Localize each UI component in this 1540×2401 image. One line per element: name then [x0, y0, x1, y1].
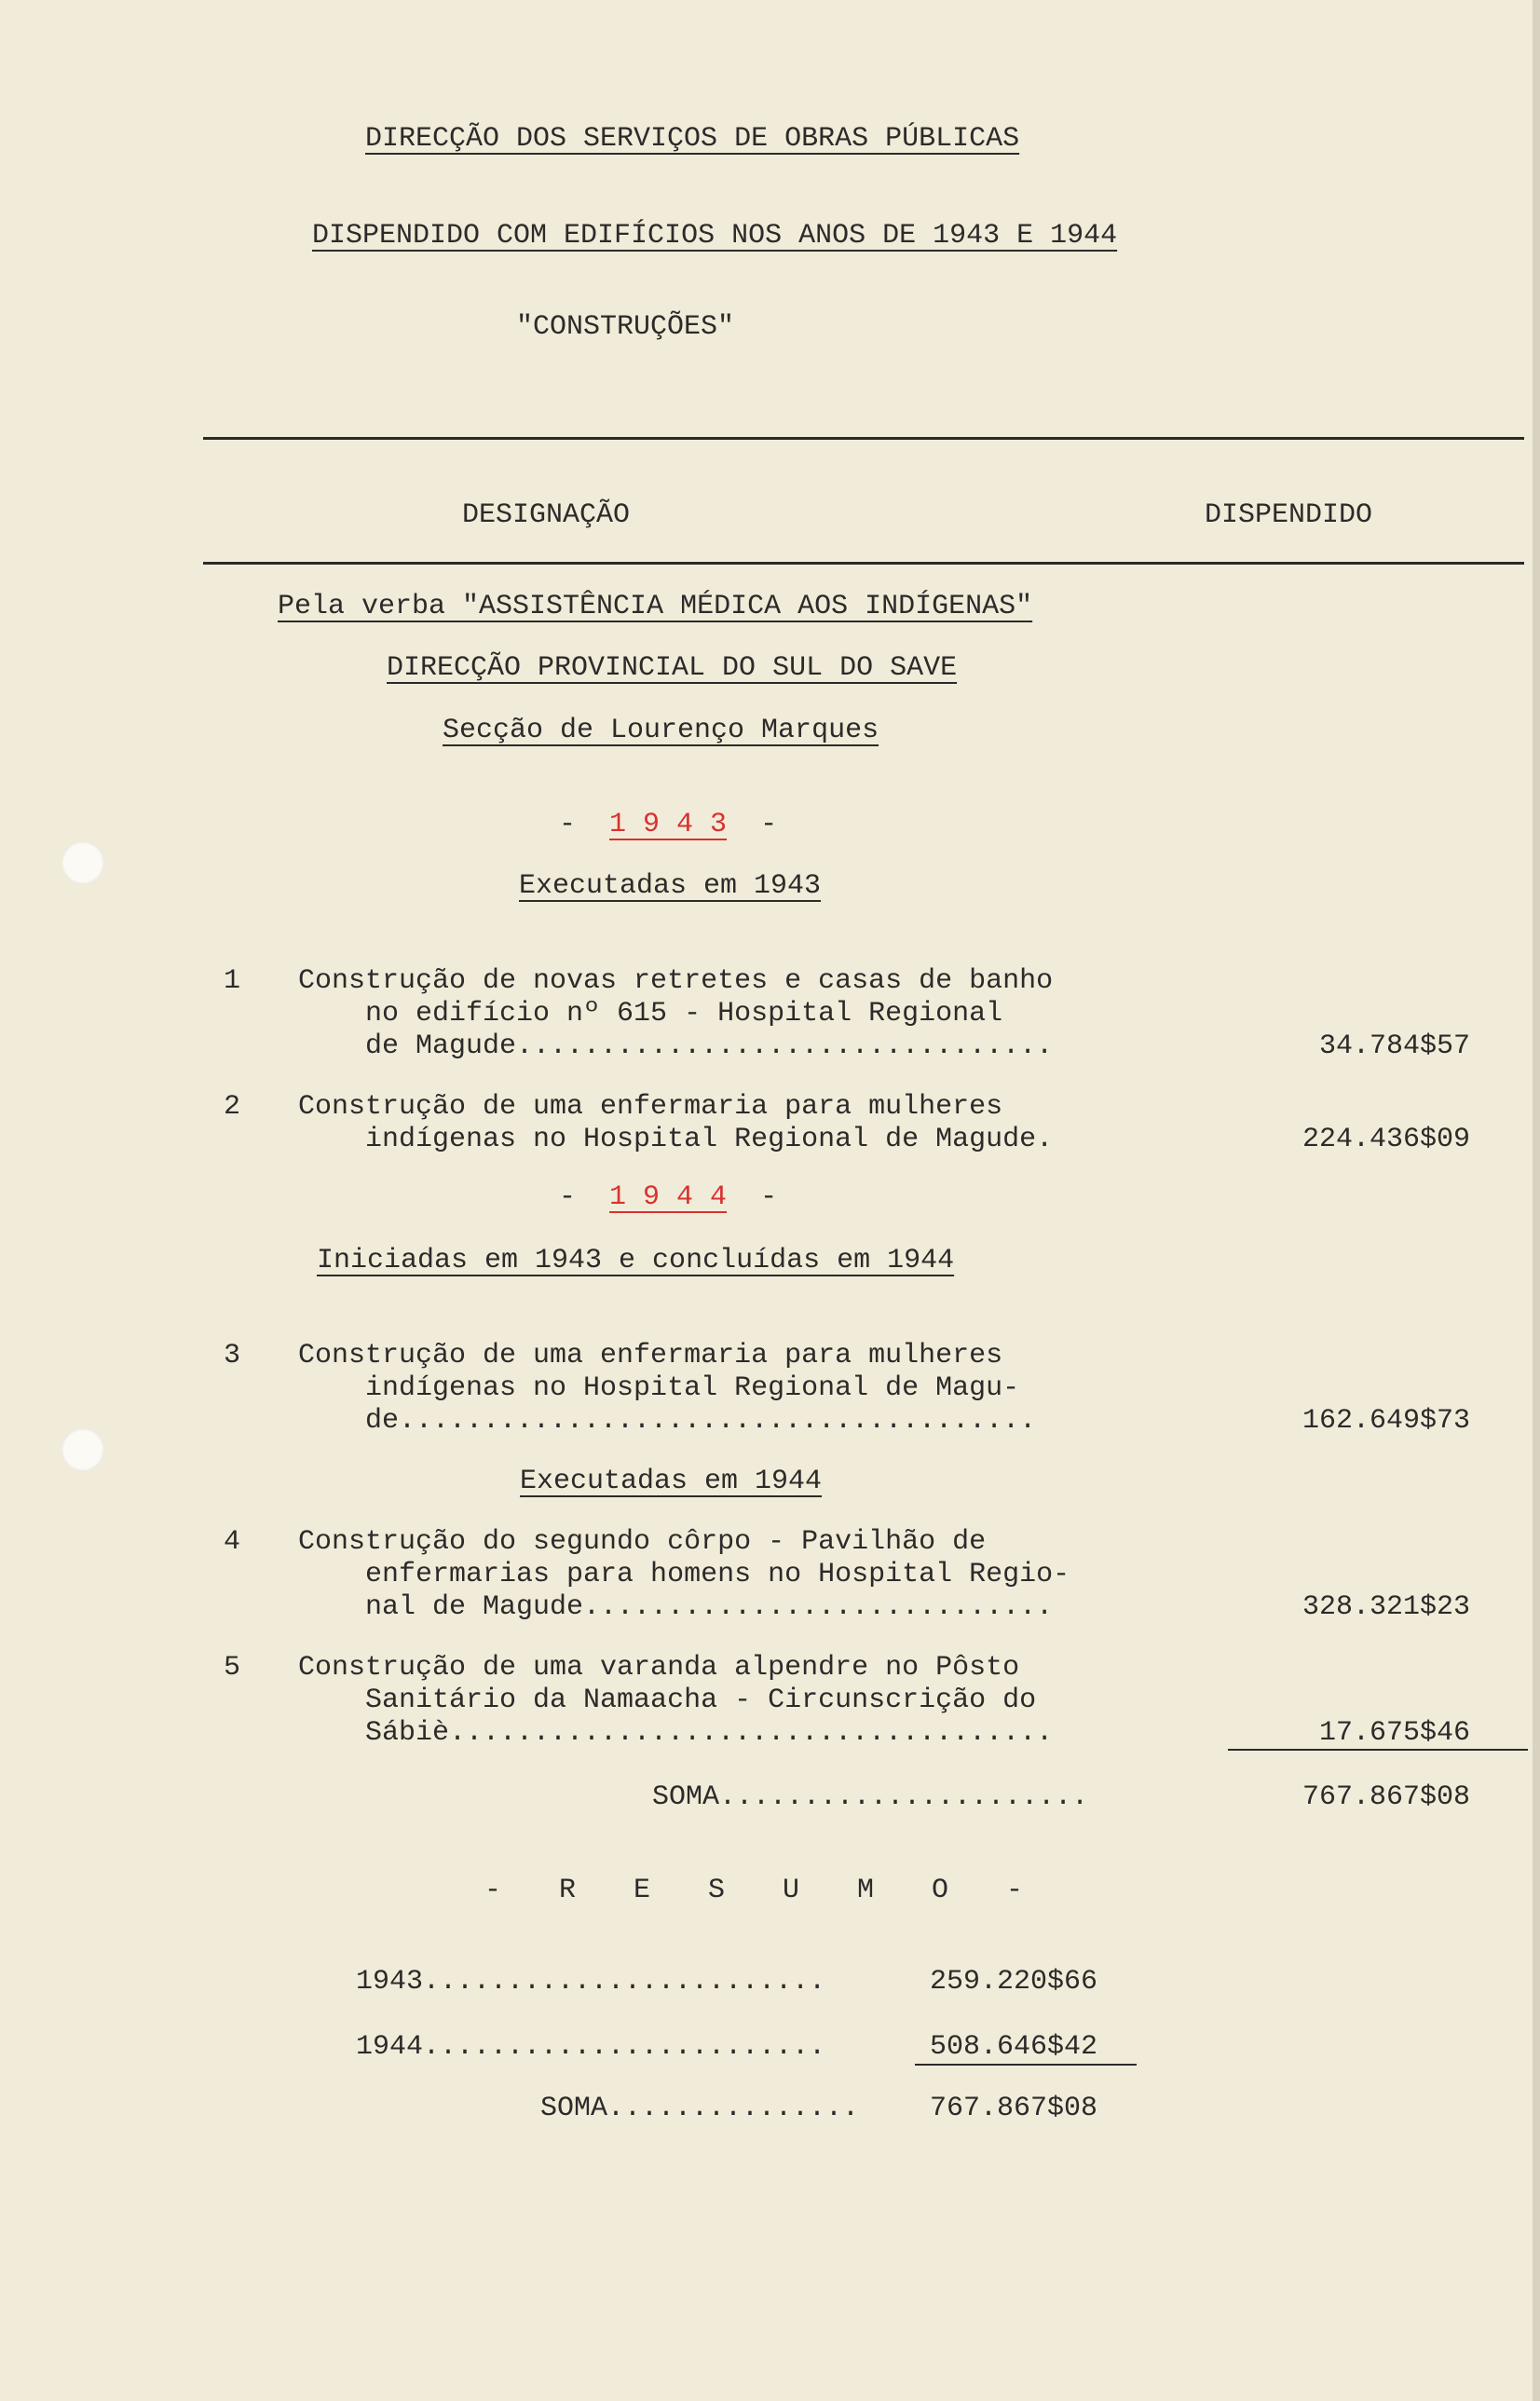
- year-1944-digits: 1 9 4 4: [609, 1181, 728, 1213]
- resumo-row-amount: 508.646$42: [930, 2031, 1098, 2063]
- header-line-3: "CONSTRUÇÕES": [516, 311, 735, 343]
- resumo-row-amount: 259.220$66: [930, 1966, 1098, 1998]
- item-line: enfermarias para homens no Hospital Regio-: [298, 1559, 1070, 1590]
- resumo-row-label: 1944........................: [356, 2031, 826, 2063]
- item-number: 3: [224, 1340, 241, 1371]
- item-amount: 17.675$46: [1318, 1717, 1470, 1749]
- item-amount: 328.321$23: [1302, 1591, 1470, 1623]
- soma-amount: 767.867$08: [1302, 1781, 1470, 1813]
- rule-bottom: [203, 562, 1524, 565]
- item-line: no edifício nº 615 - Hospital Regional: [298, 998, 1003, 1030]
- punch-hole: [61, 841, 104, 884]
- dash-right: -: [760, 809, 778, 840]
- dash-left: -: [559, 809, 577, 840]
- page-edge: [1533, 0, 1540, 2401]
- item-line: Construção de novas retretes e casas de banho: [298, 965, 1054, 997]
- item-line: Construção de uma varanda alpendre no Pôsto: [298, 1652, 1020, 1684]
- resumo-soma-amount: 767.867$08: [930, 2093, 1098, 2124]
- subtitle-iniciadas: Iniciadas em 1943 e concluídas em 1944: [317, 1245, 955, 1276]
- item-number: 2: [224, 1091, 241, 1123]
- verba-heading: Pela verba "ASSISTÊNCIA MÉDICA AOS INDÍGENAS": [278, 591, 1033, 622]
- item-line: Construção do segundo côrpo - Pavilhão de: [298, 1526, 987, 1558]
- sum-rule: [1228, 1749, 1528, 1751]
- item-line: indígenas no Hospital Regional de Magude.: [298, 1124, 1054, 1155]
- direccao-heading: DIRECÇÃO PROVINCIAL DO SUL DO SAVE: [387, 652, 958, 684]
- year-1943-heading: [559, 809, 777, 840]
- year-1944-heading: [559, 1181, 777, 1213]
- soma-label: SOMA......................: [652, 1781, 1089, 1813]
- item-amount: 34.784$57: [1318, 1030, 1470, 1062]
- item-line: indígenas no Hospital Regional de Magu-: [298, 1372, 1020, 1404]
- item-line: de......................................: [298, 1405, 1037, 1437]
- item-number: 5: [224, 1652, 241, 1684]
- resumo-sum-rule: [915, 2064, 1137, 2066]
- dash-right: -: [760, 1181, 778, 1213]
- year-1943-digits: 1 9 4 3: [609, 809, 728, 840]
- resumo-soma-label: SOMA...............: [540, 2093, 860, 2124]
- header-line-2: DISPENDIDO COM EDIFÍCIOS NOS ANOS DE 1943 E 1944: [312, 220, 1118, 252]
- item-amount: 162.649$73: [1302, 1405, 1470, 1437]
- item-line: Sábiè....................................: [298, 1717, 1054, 1749]
- item-number: 1: [224, 965, 241, 997]
- header-line-1: DIRECÇÃO DOS SERVIÇOS DE OBRAS PÚBLICAS: [365, 123, 1020, 155]
- item-number: 4: [224, 1526, 241, 1558]
- seccao-heading: Secção de Lourenço Marques: [443, 715, 879, 746]
- column-header-designacao: DESIGNAÇÃO: [462, 499, 631, 531]
- item-amount: 224.436$09: [1302, 1124, 1470, 1155]
- item-line: de Magude................................: [298, 1030, 1054, 1062]
- subtitle-executadas-1943: Executadas em 1943: [519, 870, 822, 902]
- rule-top: [203, 437, 1524, 440]
- subtitle-executadas-1944: Executadas em 1944: [520, 1466, 823, 1497]
- resumo-row-label: 1943........................: [356, 1966, 826, 1998]
- item-line: nal de Magude............................: [298, 1591, 1054, 1623]
- resumo-title: - R E S U M O -: [484, 1875, 1044, 1906]
- item-line: Sanitário da Namaacha - Circunscrição do: [298, 1685, 1037, 1716]
- item-line: Construção de uma enfermaria para mulheres: [298, 1340, 1003, 1371]
- punch-hole: [61, 1428, 104, 1471]
- item-line: Construção de uma enfermaria para mulheres: [298, 1091, 1003, 1123]
- dash-left: -: [559, 1181, 577, 1213]
- column-header-dispendido: DISPENDIDO: [1205, 499, 1373, 531]
